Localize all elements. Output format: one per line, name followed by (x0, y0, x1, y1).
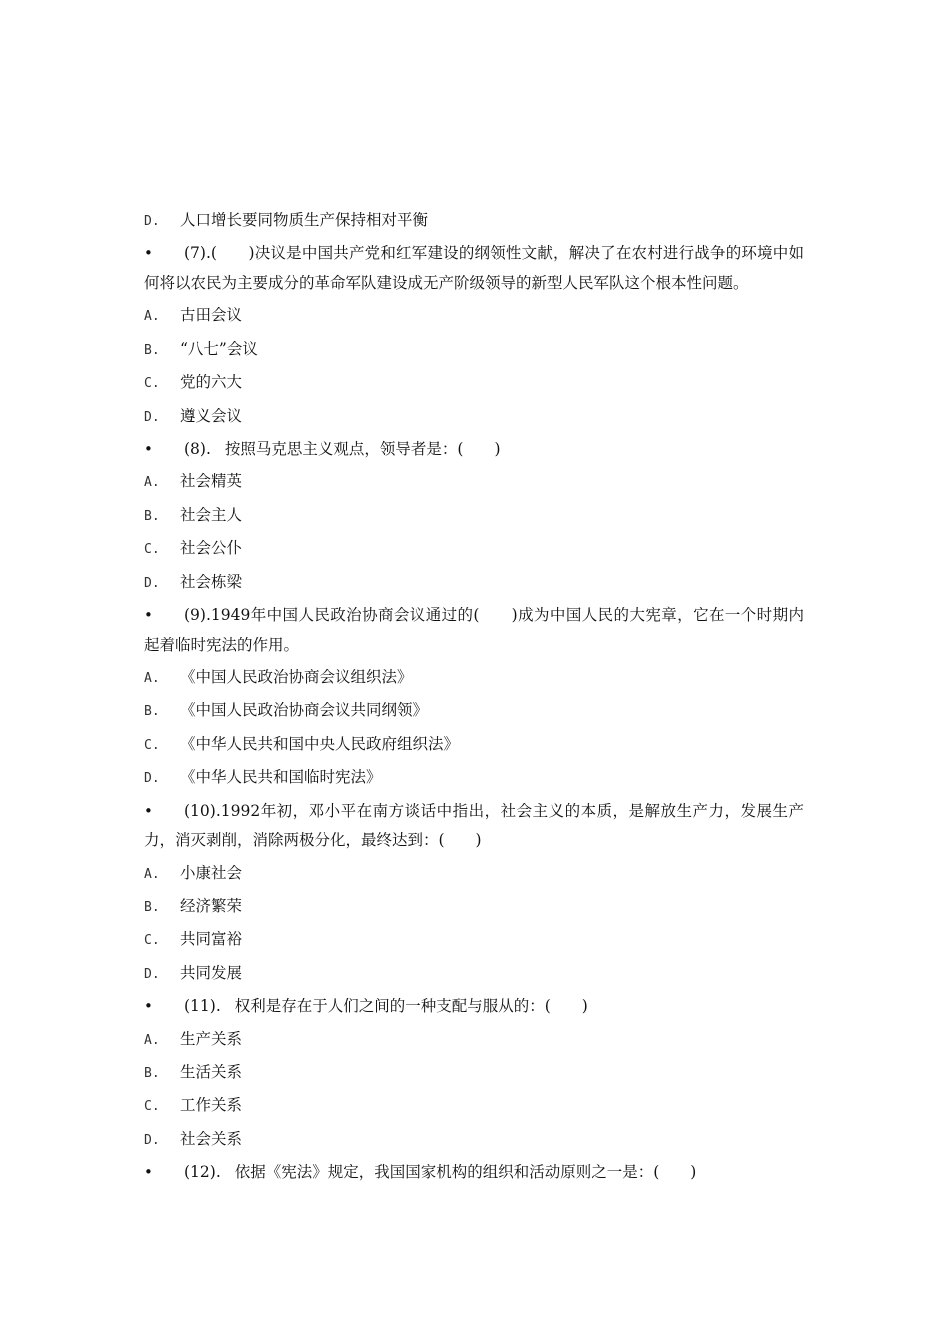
question-text-block (144, 797, 804, 856)
option-letter: C. (144, 933, 160, 949)
question-text-block (144, 435, 804, 465)
option-text: “八七”会议 (180, 339, 258, 358)
option-letter: C. (144, 376, 160, 392)
option-q10-d (144, 959, 804, 992)
question-number: (9). (184, 606, 211, 625)
option-letter: D. (144, 575, 160, 591)
option-letter: A. (144, 309, 160, 325)
option-letter: A. (144, 866, 160, 882)
option-q9-a (144, 663, 804, 696)
option-letter: A. (144, 1032, 160, 1048)
option-q7-a (144, 301, 804, 334)
option-letter: A. (144, 475, 160, 491)
bullet-icon: • (144, 801, 153, 820)
question-number: (11). (184, 997, 221, 1016)
question-text-block (144, 239, 804, 298)
question-text: 权利是存在于人们之间的一种支配与服从的：( ) (234, 997, 588, 1016)
option-letter: B. (144, 704, 160, 720)
question-number: (8). (184, 439, 211, 458)
question-text: ( )决议是中国共产党和红军建设的纲领性文献，解决了在农村进行战争的环境中如何将以农民为主要成分的革命军队建设成无产阶级领导的新型人民军队这个根本性问题。 (144, 244, 804, 292)
option-q6-d (144, 206, 804, 239)
option-letter: B. (144, 1066, 160, 1082)
bullet-icon: • (144, 997, 153, 1016)
option-text: 《中国人民政治协商会议组织法》 (180, 668, 413, 687)
question-12 (144, 1158, 804, 1188)
question-text-block (144, 601, 804, 660)
option-text: 社会关系 (180, 1129, 243, 1148)
option-letter: D. (144, 966, 160, 982)
question-8 (144, 435, 804, 465)
option-text: 社会精英 (180, 472, 243, 491)
option-text: 小康社会 (180, 863, 243, 882)
option-q9-c (144, 730, 804, 763)
option-text: 社会栋梁 (180, 572, 243, 591)
bullet-icon: • (144, 244, 153, 263)
option-letter: B. (144, 342, 160, 358)
option-letter: C. (144, 1099, 160, 1115)
question-text: 1992年初，邓小平在南方谈话中指出，社会主义的本质，是解放生产力，发展生产力，消灭剥削，消除两极分化，最终达到：( ) (144, 801, 804, 850)
option-text: 《中国人民政治协商会议共同纲领》 (180, 701, 429, 720)
question-text: 1949年中国人民政治协商会议通过的( )成为中国人民的大宪章，它在一个时期内起着临时宪法的作用。 (144, 606, 804, 654)
option-text: 社会主人 (180, 505, 243, 524)
option-text: 《中华人民共和国中央人民政府组织法》 (180, 734, 460, 753)
option-text: 生活关系 (180, 1063, 243, 1082)
question-text-block (144, 992, 804, 1022)
option-text: 古田会议 (180, 306, 243, 325)
option-letter: D. (144, 1132, 160, 1148)
question-number: (7). (184, 244, 211, 263)
option-q7-d (144, 402, 804, 435)
option-q8-d (144, 568, 804, 601)
option-q8-a (144, 467, 804, 500)
option-q9-d (144, 763, 804, 796)
option-q10-c (144, 925, 804, 958)
option-q10-a (144, 859, 804, 892)
option-text: 生产关系 (180, 1029, 243, 1048)
option-text: 党的六大 (180, 373, 243, 392)
question-text-block (144, 1158, 804, 1188)
question-text: 按照马克思主义观点，领导者是：( ) (224, 439, 501, 458)
option-letter: C. (144, 542, 160, 558)
option-text: 遵义会议 (180, 406, 243, 425)
option-text: 人口增长要同物质生产保持相对平衡 (180, 211, 429, 229)
question-number: (12). (184, 1163, 221, 1182)
bullet-icon: • (144, 439, 153, 458)
option-q8-b (144, 501, 804, 534)
option-text: 《中华人民共和国临时宪法》 (180, 768, 382, 787)
option-q9-b (144, 696, 804, 729)
option-letter: D. (144, 214, 160, 229)
question-number: (10). (184, 801, 221, 820)
option-letter: C. (144, 737, 160, 753)
option-letter: D. (144, 409, 160, 425)
question-9 (144, 601, 804, 660)
option-q11-d (144, 1125, 804, 1158)
option-letter: A. (144, 671, 160, 687)
question-10 (144, 797, 804, 856)
question-text: 依据《宪法》规定，我国国家机构的组织和活动原则之一是：( ) (234, 1163, 697, 1182)
option-text: 工作关系 (180, 1096, 243, 1115)
option-text: 共同发展 (180, 963, 243, 982)
option-q11-c (144, 1091, 804, 1124)
option-letter: B. (144, 508, 160, 524)
option-q10-b (144, 892, 804, 925)
option-text: 经济繁荣 (180, 896, 243, 915)
option-text: 共同富裕 (180, 930, 243, 949)
option-q7-b (144, 335, 804, 368)
bullet-icon: • (144, 1163, 153, 1182)
option-q7-c (144, 368, 804, 401)
bullet-icon: • (144, 606, 153, 625)
option-q11-a (144, 1025, 804, 1058)
question-7 (144, 239, 804, 298)
option-letter: D. (144, 771, 160, 787)
question-11 (144, 992, 804, 1022)
option-text: 社会公仆 (180, 539, 243, 558)
option-letter: B. (144, 899, 160, 915)
option-q11-b (144, 1058, 804, 1091)
document-body (144, 206, 804, 1191)
option-q8-c (144, 534, 804, 567)
